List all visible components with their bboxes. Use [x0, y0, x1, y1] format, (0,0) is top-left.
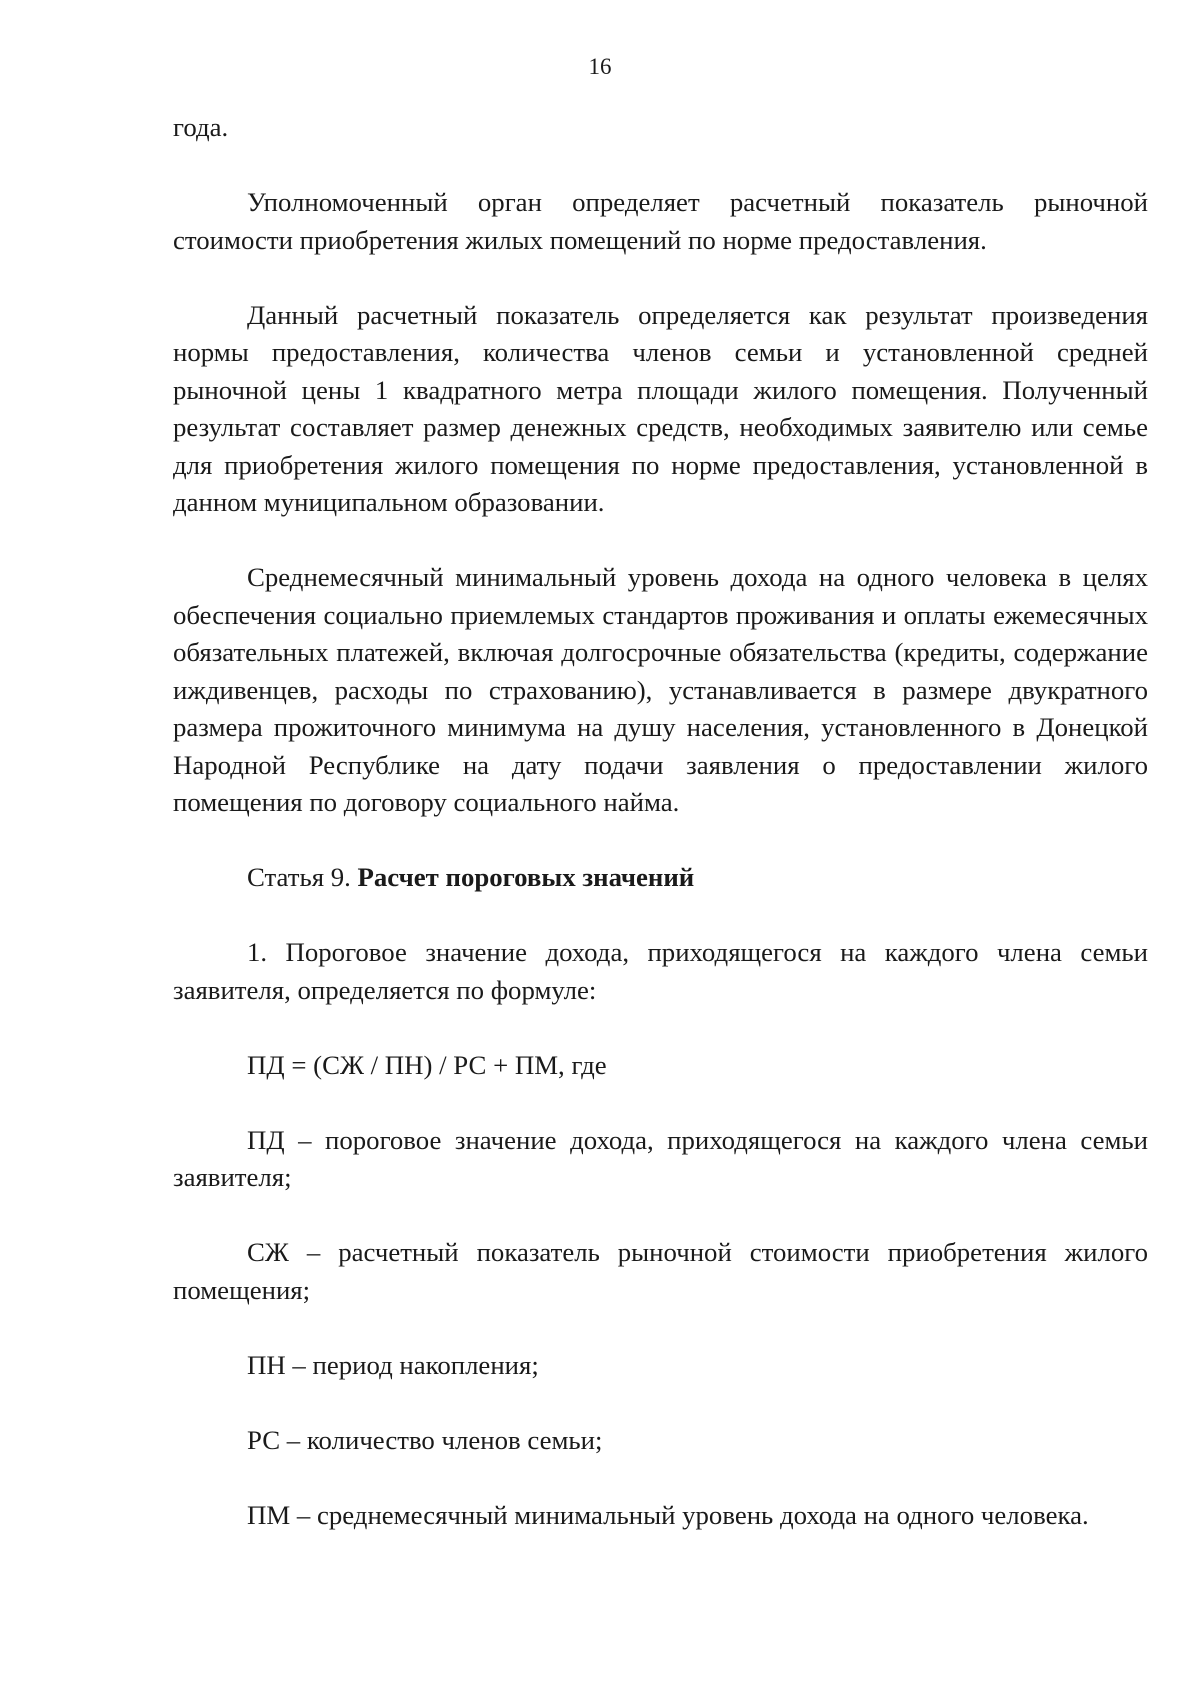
definition-pm: ПМ – среднемесячный минимальный уровень дохода на одного человека. [247, 1499, 1089, 1530]
formula: ПД = (СЖ / ПН) / РС + ПМ, где [247, 1049, 607, 1080]
paragraph-calculated-indicator: Данный расчетный показатель определяется как результат произведения нормы предоставления, количества членов семьи и установленной средней рыночной цены 1 квадратного метра площади жилого помещения. Полученный результат составляет размер денежных средств, необходимых заявителю или семье для приобретения жилого помещения по норме предоставления, установленной в данном муниципальном образовании. [173, 299, 1148, 517]
page-number: 16 [588, 54, 612, 79]
definition-pn: ПН – период накопления; [247, 1349, 539, 1380]
document-body [173, 109, 1148, 1572]
definition-pd: ПД – пороговое значение дохода, приходящегося на каждого члена семьи заявителя; [173, 1124, 1148, 1192]
paragraph-minimum-income: Среднемесячный минимальный уровень дохода на одного человека в целях обеспечения социально приемлемых стандартов проживания и оплаты ежемесячных обязательных платежей, включая долгосрочные обязательства (кредиты, содержание иждивенцев, расходы по страхованию), устанавливается в размере двукратного размера прожиточного минимума на душу населения, установленного в Донецкой Народной Республике на дату подачи заявления о предоставлении жилого помещения по договору социального найма. [173, 562, 1148, 817]
article-prefix: Статья 9. [247, 862, 358, 892]
definition-szh: СЖ – расчетный показатель рыночной стоимости приобретения жилого помещения; [173, 1237, 1148, 1305]
definition-rs: РС – количество членов семьи; [247, 1424, 603, 1455]
paragraph-continuation: года. [173, 112, 229, 142]
paragraph-authorized-body: Уполномоченный орган определяет расчетный показатель рыночной стоимости приобретения жилых помещений по норме предоставления. [173, 187, 1148, 255]
article-title: Расчет пороговых значений [357, 862, 695, 892]
clause-1: 1. Пороговое значение дохода, приходящегося на каждого члена семьи заявителя, определяется по формуле: [173, 937, 1148, 1005]
article-heading [173, 859, 1148, 897]
